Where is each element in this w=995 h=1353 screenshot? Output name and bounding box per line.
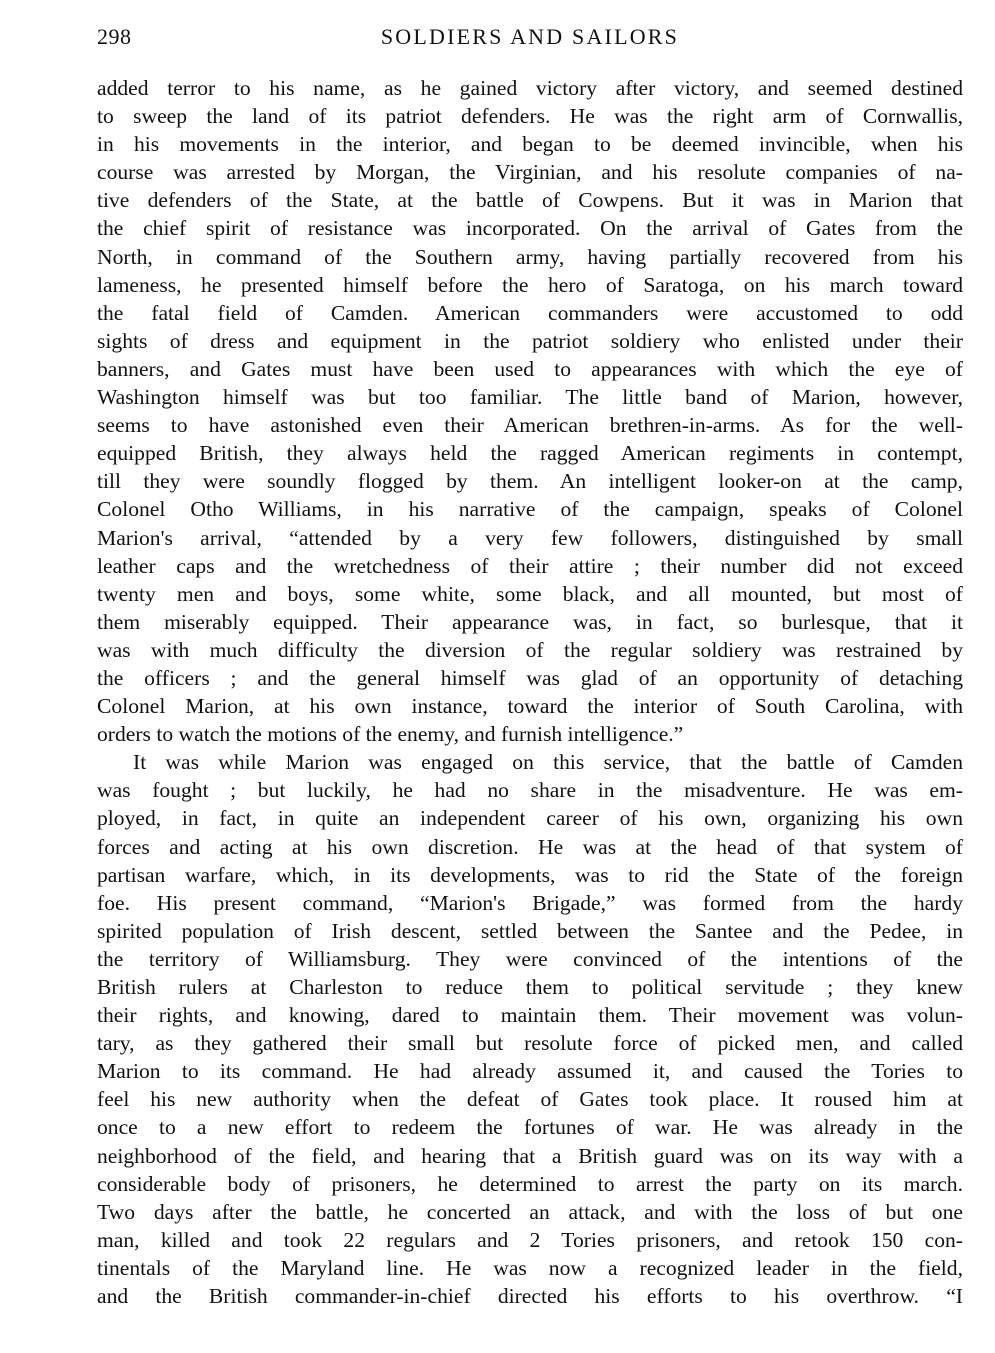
text-line: equipped British, they always held the ragged American regiments in contempt, (97, 441, 963, 466)
text-line: them miserably equipped. Their appearance was, in fact, so burlesque, that it (97, 609, 963, 634)
page-number: 298 (97, 24, 132, 49)
body-text (97, 74, 963, 1310)
text-line: Marion's arrival, “attended by a very few followers, distinguished by small (97, 525, 963, 550)
text-line: the fatal field of Camden. American commanders were accustomed to odd (97, 300, 963, 325)
text-line: North, in command of the Southern army, having partially recovered from his (97, 244, 963, 269)
text-line: and the British commander-in-chief directed his efforts to his overthrow. “I (97, 1284, 963, 1309)
text-line: neighborhood of the field, and hearing that a British guard was on its way with a (97, 1143, 963, 1168)
text-line: foe. His present command, “Marion's Brigade,” was formed from the hardy (97, 890, 963, 915)
text-line: Colonel Marion, at his own instance, toward the interior of South Carolina, with (97, 694, 963, 719)
text-line: It was while Marion was engaged on this service, that the battle of Camden (133, 750, 963, 775)
text-line: Washington himself was but too familiar. The little band of Marion, however, (97, 385, 963, 410)
text-line: tary, as they gathered their small but resolute force of picked men, and called (97, 1031, 963, 1056)
text-line: banners, and Gates must have been used to appearances with which the eye of (97, 356, 963, 381)
text-line: tinentals of the Maryland line. He was now a recognized leader in the field, (97, 1255, 963, 1280)
text-line: till they were soundly flogged by them. An intelligent looker-on at the camp, (97, 469, 963, 494)
text-line: was fought ; but luckily, he had no share in the misadventure. He was em- (97, 778, 963, 803)
text-line: Colonel Otho Williams, in his narrative of the campaign, speaks of Colonel (97, 497, 963, 522)
text-line: leather caps and the wretchedness of their attire ; their number did not exceed (97, 553, 963, 578)
text-line: spirited population of Irish descent, settled between the Santee and the Pedee, in (97, 918, 963, 943)
text-line: added terror to his name, as he gained victory after victory, and seemed destined (97, 76, 963, 100)
text-line: Two days after the battle, he concerted an attack, and with the loss of but one (97, 1199, 963, 1224)
text-line: the territory of Williamsburg. They were convinced of the intentions of the (97, 946, 963, 971)
text-line: once to a new effort to redeem the fortunes of war. He was already in the (97, 1115, 963, 1140)
running-head (97, 22, 963, 56)
text-line: tive defenders of the State, at the battle of Cowpens. But it was in Marion that (97, 188, 963, 213)
text-line: considerable body of prisoners, he determined to arrest the party on its march. (97, 1171, 963, 1196)
text-line: their rights, and knowing, dared to maintain them. Their movement was volun- (97, 1003, 963, 1028)
text-line: sights of dress and equipment in the patriot soldiery who enlisted under their (97, 328, 963, 353)
text-line: British rulers at Charleston to reduce them to political servitude ; they knew (97, 975, 963, 999)
text-line: partisan warfare, which, in its developments, was to rid the State of the foreign (97, 862, 963, 887)
text-line: the officers ; and the general himself was glad of an opportunity of detaching (97, 665, 963, 690)
text-line: man, killed and took 22 regulars and 2 Tories prisoners, and retook 150 con- (97, 1227, 963, 1252)
text-line: in his movements in the interior, and began to be deemed invincible, when his (97, 132, 963, 157)
text-line: course was arrested by Morgan, the Virginian, and his resolute companies of na- (97, 160, 963, 185)
text-line: seems to have astonished even their American brethren-in-arms. As for the well- (97, 413, 963, 438)
running-title: SOLDIERS AND SAILORS (380, 24, 680, 49)
text-line: was with much difficulty the diversion of the regular soldiery was restrained by (97, 637, 963, 662)
text-line: orders to watch the motions of the enemy, and furnish intelligence.” (97, 722, 684, 747)
text-line: lameness, he presented himself before the hero of Saratoga, on his march toward (97, 272, 963, 297)
text-line: forces and acting at his own discretion. He was at the head of that system of (97, 834, 963, 859)
text-line: to sweep the land of its patriot defenders. He was the right arm of Cornwallis, (97, 104, 963, 129)
text-line: feel his new authority when the defeat of Gates took place. It roused him at (97, 1087, 963, 1112)
text-line: Marion to its command. He had already assumed it, and caused the Tories to (97, 1059, 963, 1084)
text-line: ployed, in fact, in quite an independent career of his own, organizing his own (97, 806, 963, 831)
text-line: twenty men and boys, some white, some black, and all mounted, but most of (97, 581, 963, 606)
text-line: the chief spirit of resistance was incorporated. On the arrival of Gates from the (97, 216, 963, 241)
